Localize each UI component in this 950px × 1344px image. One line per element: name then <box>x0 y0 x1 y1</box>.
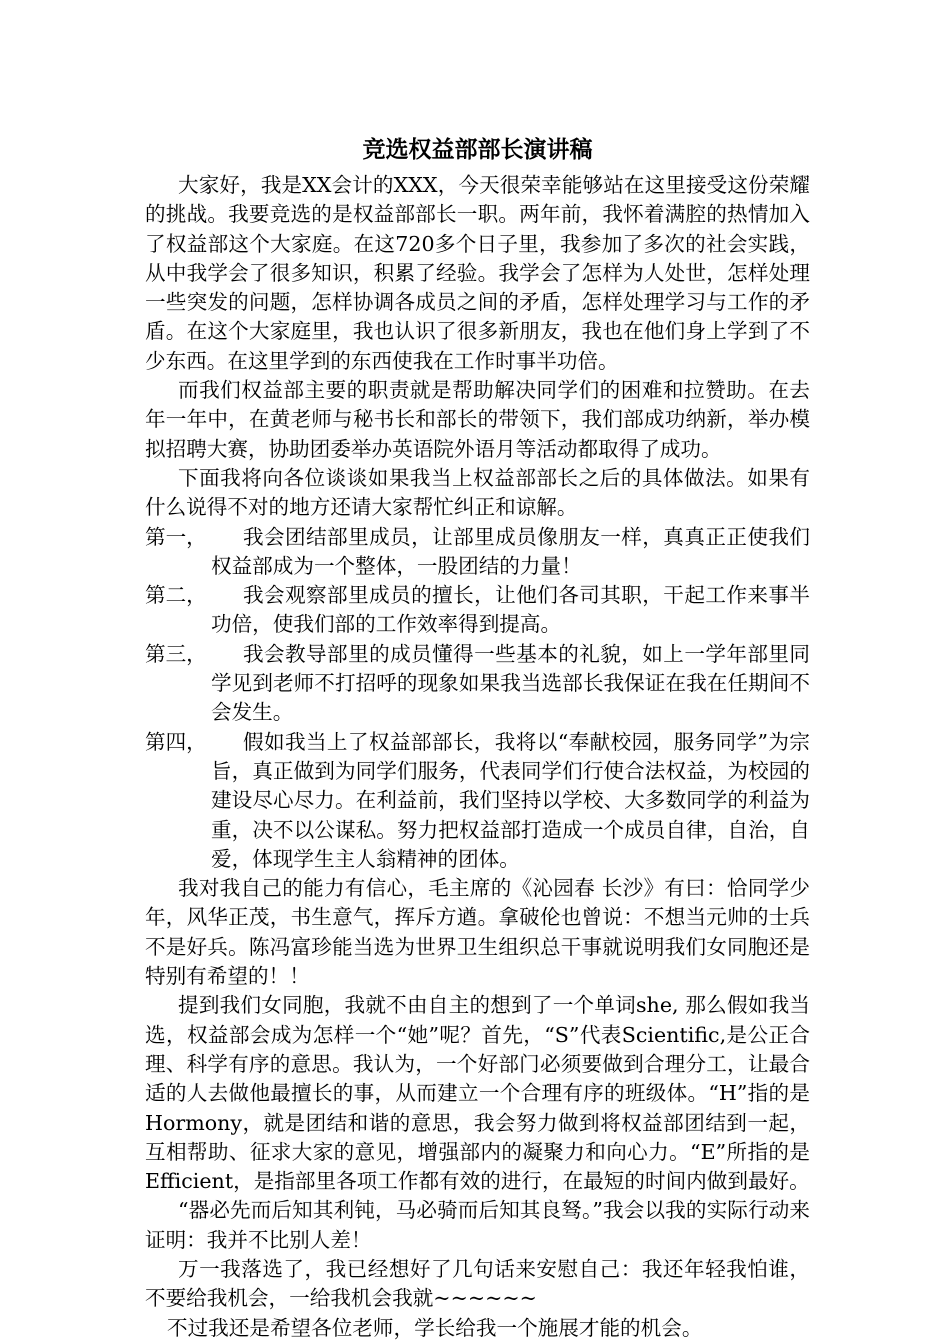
list-item-fourth <box>145 728 810 874</box>
paragraph-responsibilities: 而我们权益部主要的职责就是帮助解决同学们的困难和拉赞助。在去年一年中，在黄老师与秘书长和部长的带领下，我们部成功纳新，举办模拟招聘大赛，协助团委举办英语院外语月等活动都取得了成功。 <box>145 378 810 461</box>
paragraph-if-lose: 万一我落选了，我已经想好了几句话来安慰自己：我还年轻我怕谁，不要给我机会，一给我机会我就~~~~~~ <box>145 1256 810 1311</box>
list-item-text: 我会观察部里成员的擅长，让他们各司其职，干起工作来事半功倍，使我们部的工作效率得到提高。 <box>211 583 810 637</box>
list-item-text: 假如我当上了权益部部长，我将以“奉献校园，服务同学”为宗旨，真正做到为同学们服务，代表同学们行使合法权益，为校园的建设尽心尽力。在利益前，我们坚持以学校、大多数同学的利益为重，决不以公谋私。努力把权益部打造成一个成员自律，自治，自爱，体现学生主人翁精神的团体。 <box>211 729 810 871</box>
list-item-label: 第一， <box>145 524 207 549</box>
document-body <box>145 133 810 1343</box>
paragraph-plan-intro: 下面我将向各位谈谈如果我当上权益部部长之后的具体做法。如果有什么说得不对的地方还请大家帮忙纠正和谅解。 <box>145 465 810 520</box>
list-item-second <box>145 581 810 640</box>
list-item-third <box>145 640 810 728</box>
list-item-label: 第二， <box>145 583 207 608</box>
paragraph-final-hope: 不过我还是希望各位老师，学长给我一个施展才能的机会。 <box>167 1315 703 1340</box>
paragraph-introduction: 大家好，我是XX会计的XXX，今天很荣幸能够站在这里接受这份荣耀的挑战。我要竞选的是权益部部长一职。两年前，我怀着满腔的热情加入了权益部这个大家庭。在这720多个日子里，我参加了多次的社会实践，从中我学会了很多知识，积累了经验。我学会了怎样为人处世，怎样处理一些突发的问题，怎样协调各成员之间的矛盾，怎样处理学习与工作的矛盾。在这个大家庭里，我也认识了很多新朋友，我也在他们身上学到了不少东西。在这里学到的东西使我在工作时事半功倍。 <box>145 173 810 373</box>
list-item-text: 我会团结部里成员，让部里成员像朋友一样，真真正正使我们权益部成为一个整体，一股团结的力量！ <box>211 524 810 578</box>
document-title: 竞选权益部部长演讲稿 <box>362 136 593 163</box>
list-item-label: 第四， <box>145 729 207 754</box>
paragraph-confidence: 我对我自己的能力有信心，毛主席的《沁园春 长沙》有曰：恰同学少年，风华正茂，书生意气，挥斥方遒。拿破伦也曾说：不想当元帅的士兵不是好兵。陈冯富珍能当选为世界卫生组织总干事就说明我们女同胞还是特别有希望的！！ <box>145 876 810 989</box>
list-item-text: 我会教导部里的成员懂得一些基本的礼貌，如上一学年部里同学见到老师不打招呼的现象如果我当选部长我保证在我在任期间不会发生。 <box>211 641 810 725</box>
paragraph-proverb: “器必先而后知其利钝，马必骑而后知其良驽。”我会以我的实际行动来证明：我并不比别人差！ <box>145 1198 810 1252</box>
list-item-label: 第三， <box>145 641 207 666</box>
paragraph-she-acronym: 提到我们女同胞，我就不由自主的想到了一个单词she, 那么假如我当选，权益部会成为怎样一个“她”呢？首先，“S”代表Scientific,是公正合理、科学有序的意思。我认为，一个好部门必须要做到合理分工，让最合适的人去做他最擅长的事，从而建立一个合理有序的班级体。“H”指的是Hormony，就是团结和谐的意思，我会努力做到将权益部团结到一起，互相帮助、征求大家的意见，增强部内的凝聚力和向心力。“E”所指的是Efficient，是指部里各项工作都有效的进行，在最短的时间内做到最好。 <box>145 993 810 1194</box>
list-item-first <box>145 523 810 582</box>
